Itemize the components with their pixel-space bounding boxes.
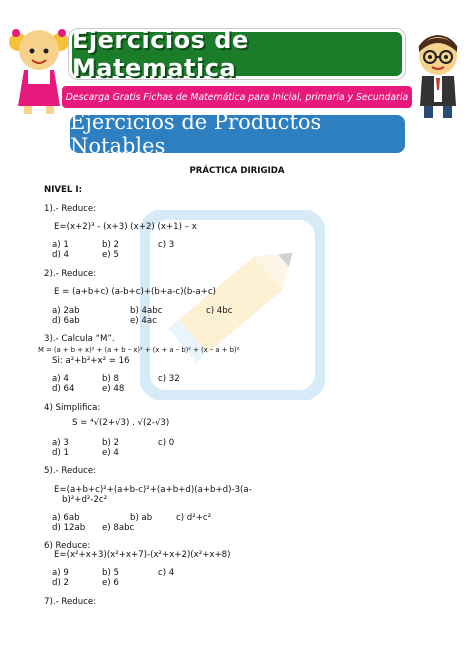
problem-1-label: 1).- Reduce: bbox=[44, 204, 97, 214]
problem-3-label: 3).- Calcula “M”. bbox=[44, 334, 115, 344]
problem-7-label: 7).- Reduce: bbox=[44, 597, 97, 607]
problem-6-label: 6) Reduce: bbox=[44, 541, 91, 551]
problem-5-option-b: b) ab bbox=[130, 513, 153, 523]
problem-6-option-c: c) 4 bbox=[158, 568, 175, 578]
problem-4-option-c: c) 0 bbox=[158, 438, 175, 448]
problem-2-option-d: d) 6ab bbox=[52, 316, 80, 326]
problem-6-option-a: a) 9 bbox=[52, 568, 69, 578]
problem-4-option-e: e) 4 bbox=[102, 448, 119, 458]
problem-3-option-b: b) 8 bbox=[102, 374, 120, 384]
problem-4-option-a: a) 3 bbox=[52, 438, 69, 448]
problem-1-option-d: d) 4 bbox=[52, 250, 70, 260]
problem-1-option-a: a) 1 bbox=[52, 240, 69, 250]
problem-3-condition: Si: a²+b²+x² = 16 bbox=[52, 356, 130, 366]
problem-5-expression-line-1: E=(a+b+c)²+(a+b-c)²+(a+b+d)(a+b+d)-3(a- bbox=[54, 485, 252, 495]
problem-3-expression: M = (a + b + x)² + (a + b – x)² + (x + a – b)² + (x – a + b)² bbox=[38, 346, 240, 354]
problem-4-option-d: d) 1 bbox=[52, 448, 70, 458]
page-title: Ejercicios de Productos Notables bbox=[70, 115, 405, 153]
problem-2-expression: E = (a+b+c) (a-b+c)+(b+a-c)(b-a+c) bbox=[54, 287, 216, 297]
problem-3-option-a: a) 4 bbox=[52, 374, 69, 384]
section-heading: PRÁCTICA DIRIGIDA bbox=[189, 166, 285, 176]
brand-title-banner: Ejercicios de Matematica bbox=[72, 32, 402, 76]
problem-5-expression-line-2: b)²+d²-2c² bbox=[62, 495, 108, 505]
problem-5-option-a: a) 6ab bbox=[52, 513, 80, 523]
problem-6-option-e: e) 6 bbox=[102, 578, 119, 588]
problem-6-option-b: b) 5 bbox=[102, 568, 120, 578]
problem-2-label: 2).- Reduce: bbox=[44, 269, 97, 279]
problem-2-option-c: c) 4bc bbox=[206, 306, 233, 316]
problem-2-option-a: a) 2ab bbox=[52, 306, 80, 316]
problem-2-option-b: b) 4abc bbox=[130, 306, 163, 316]
problem-4-expression: S = ⁴√(2+√3) . √(2-√3) bbox=[72, 418, 170, 428]
problem-5-label: 5).- Reduce: bbox=[44, 466, 97, 476]
problem-2-option-e: e) 4ac bbox=[130, 316, 157, 326]
problem-1-option-c: c) 3 bbox=[158, 240, 175, 250]
problem-4-option-b: b) 2 bbox=[102, 438, 120, 448]
problem-1-expression: E=(x+2)³ - (x+3) (x+2) (x+1) – x bbox=[54, 222, 197, 232]
problem-6-expression: E=(x²+x+3)(x²+x+7)-(x²+x+2)(x²+x+8) bbox=[54, 550, 231, 560]
problem-5-option-e: e) 8abc bbox=[102, 523, 135, 533]
problem-3-option-d: d) 64 bbox=[52, 384, 75, 394]
problem-6-option-d: d) 2 bbox=[52, 578, 70, 588]
level-heading: NIVEL I: bbox=[44, 185, 83, 195]
problem-1-option-b: b) 2 bbox=[102, 240, 120, 250]
problem-4-label: 4) Simplifica: bbox=[44, 403, 101, 413]
problem-5-option-d: d) 12ab bbox=[52, 523, 86, 533]
problem-3-option-e: e) 48 bbox=[102, 384, 125, 394]
problem-3-option-c: c) 32 bbox=[158, 374, 180, 384]
brand-subtitle-banner: Descarga Gratis Fichas de Matemática para Inicial, primaria y Secundaria bbox=[62, 86, 412, 108]
problem-1-option-e: e) 5 bbox=[102, 250, 119, 260]
problem-5-option-c: c) d²+c² bbox=[176, 513, 212, 523]
